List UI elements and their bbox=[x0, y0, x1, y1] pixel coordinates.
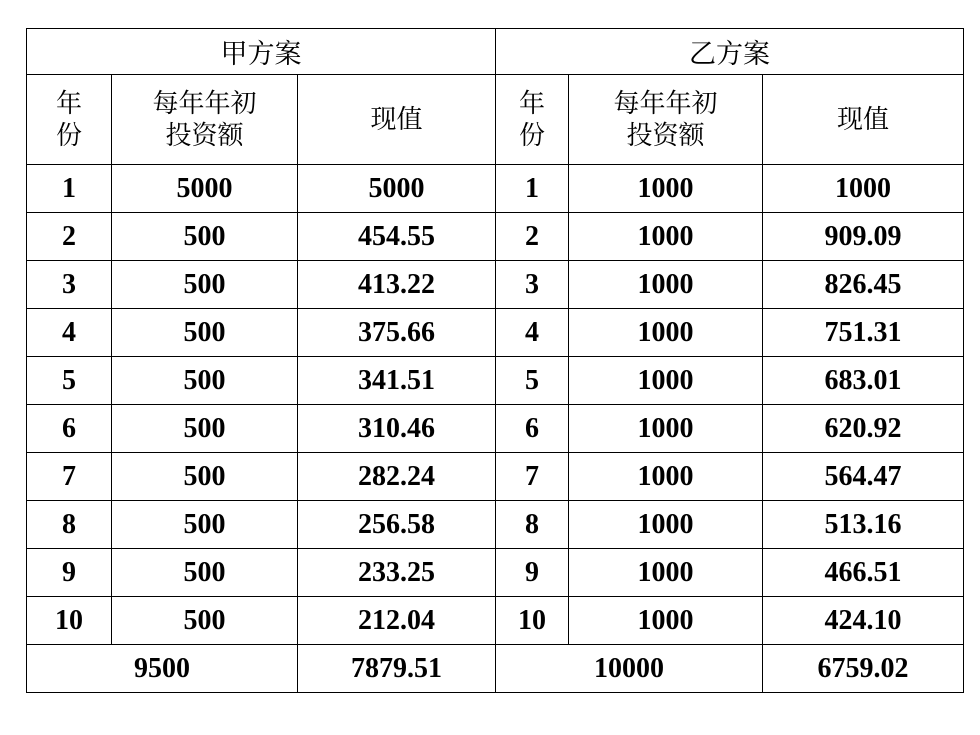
plan-a-invest-cell: 500 bbox=[112, 405, 298, 453]
plan-a-header: 甲方案 bbox=[27, 29, 496, 75]
table-row bbox=[27, 597, 964, 645]
plan-b-year-cell: 9 bbox=[496, 549, 569, 597]
plan-a-year-cell: 6 bbox=[27, 405, 112, 453]
plan-b-year-cell: 8 bbox=[496, 501, 569, 549]
plan-b-pv-cell: 751.31 bbox=[763, 309, 964, 357]
plan-b-invest-cell: 1000 bbox=[569, 261, 763, 309]
plan-b-pv-total: 6759.02 bbox=[763, 645, 964, 693]
plan-b-pv-cell: 826.45 bbox=[763, 261, 964, 309]
invest-header-line-1: 每年年初 bbox=[613, 88, 718, 119]
plan-b-invest-cell: 1000 bbox=[569, 453, 763, 501]
plan-a-pv-cell: 454.55 bbox=[298, 213, 496, 261]
plan-b-year-cell: 6 bbox=[496, 405, 569, 453]
plan-b-invest-total: 10000 bbox=[496, 645, 763, 693]
year-header-line-2: 份 bbox=[55, 120, 82, 151]
plan-b-invest-cell: 1000 bbox=[569, 357, 763, 405]
plan-b-pv-cell: 1000 bbox=[763, 165, 964, 213]
plan-b-year-cell: 7 bbox=[496, 453, 569, 501]
plan-a-pv-cell: 341.51 bbox=[298, 357, 496, 405]
plan-b-invest-header bbox=[569, 75, 763, 165]
plan-a-pv-cell: 413.22 bbox=[298, 261, 496, 309]
plan-a-invest-cell: 500 bbox=[112, 309, 298, 357]
plan-b-invest-cell: 1000 bbox=[569, 501, 763, 549]
plan-a-invest-cell: 500 bbox=[112, 453, 298, 501]
table-row bbox=[27, 165, 964, 213]
year-header-line-1: 年 bbox=[55, 88, 82, 119]
plan-b-invest-cell: 1000 bbox=[569, 405, 763, 453]
plan-b-year-cell: 4 bbox=[496, 309, 569, 357]
plan-a-year-cell: 2 bbox=[27, 213, 112, 261]
plan-b-invest-cell: 1000 bbox=[569, 309, 763, 357]
plan-b-pv-cell: 683.01 bbox=[763, 357, 964, 405]
table-row bbox=[27, 501, 964, 549]
plan-a-invest-cell: 500 bbox=[112, 213, 298, 261]
table-row bbox=[27, 309, 964, 357]
invest-header-line-2: 投资额 bbox=[626, 120, 705, 151]
plan-a-year-cell: 4 bbox=[27, 309, 112, 357]
plan-b-header: 乙方案 bbox=[496, 29, 964, 75]
plan-a-year-header bbox=[27, 75, 112, 165]
plan-a-invest-cell: 500 bbox=[112, 261, 298, 309]
column-header-row bbox=[27, 75, 964, 165]
plan-a-invest-cell: 500 bbox=[112, 597, 298, 645]
plan-a-year-cell: 9 bbox=[27, 549, 112, 597]
plan-b-pv-cell: 620.92 bbox=[763, 405, 964, 453]
plan-b-pv-cell: 424.10 bbox=[763, 597, 964, 645]
plan-b-year-header bbox=[496, 75, 569, 165]
plan-a-invest-cell: 500 bbox=[112, 501, 298, 549]
plan-a-pv-cell: 212.04 bbox=[298, 597, 496, 645]
table-row bbox=[27, 213, 964, 261]
group-header-row bbox=[27, 29, 964, 75]
year-header-line-1: 年 bbox=[518, 88, 545, 119]
plan-b-pv-cell: 513.16 bbox=[763, 501, 964, 549]
year-header-line-2: 份 bbox=[518, 120, 545, 151]
plan-b-year-cell: 3 bbox=[496, 261, 569, 309]
plan-b-year-cell: 10 bbox=[496, 597, 569, 645]
plan-a-invest-cell: 5000 bbox=[112, 165, 298, 213]
table-row bbox=[27, 261, 964, 309]
plan-a-year-cell: 5 bbox=[27, 357, 112, 405]
invest-header-line-1: 每年年初 bbox=[152, 88, 257, 119]
plan-a-pv-header: 现值 bbox=[298, 75, 496, 165]
plan-b-invest-cell: 1000 bbox=[569, 165, 763, 213]
plan-a-year-cell: 1 bbox=[27, 165, 112, 213]
plan-a-year-cell: 10 bbox=[27, 597, 112, 645]
plan-b-invest-cell: 1000 bbox=[569, 213, 763, 261]
plan-b-pv-cell: 909.09 bbox=[763, 213, 964, 261]
plan-b-invest-cell: 1000 bbox=[569, 597, 763, 645]
plan-b-year-cell: 2 bbox=[496, 213, 569, 261]
table-row bbox=[27, 549, 964, 597]
plan-a-pv-cell: 310.46 bbox=[298, 405, 496, 453]
plan-b-year-cell: 5 bbox=[496, 357, 569, 405]
plan-a-invest-header bbox=[112, 75, 298, 165]
table-row bbox=[27, 453, 964, 501]
plan-a-invest-total: 9500 bbox=[27, 645, 298, 693]
table-row bbox=[27, 405, 964, 453]
plan-b-invest-cell: 1000 bbox=[569, 549, 763, 597]
plan-b-pv-cell: 466.51 bbox=[763, 549, 964, 597]
plan-a-pv-cell: 375.66 bbox=[298, 309, 496, 357]
plan-a-invest-cell: 500 bbox=[112, 549, 298, 597]
plan-a-pv-total: 7879.51 bbox=[298, 645, 496, 693]
plan-a-invest-cell: 500 bbox=[112, 357, 298, 405]
plan-a-pv-cell: 282.24 bbox=[298, 453, 496, 501]
plan-a-year-cell: 8 bbox=[27, 501, 112, 549]
plan-a-pv-cell: 233.25 bbox=[298, 549, 496, 597]
invest-header-line-2: 投资额 bbox=[165, 120, 244, 151]
plan-a-year-cell: 3 bbox=[27, 261, 112, 309]
totals-row bbox=[27, 645, 964, 693]
plan-b-pv-header: 现值 bbox=[763, 75, 964, 165]
table-row bbox=[27, 357, 964, 405]
plan-b-year-cell: 1 bbox=[496, 165, 569, 213]
investment-comparison-table bbox=[26, 28, 964, 693]
plan-a-pv-cell: 5000 bbox=[298, 165, 496, 213]
plan-b-pv-cell: 564.47 bbox=[763, 453, 964, 501]
plan-a-year-cell: 7 bbox=[27, 453, 112, 501]
plan-a-pv-cell: 256.58 bbox=[298, 501, 496, 549]
